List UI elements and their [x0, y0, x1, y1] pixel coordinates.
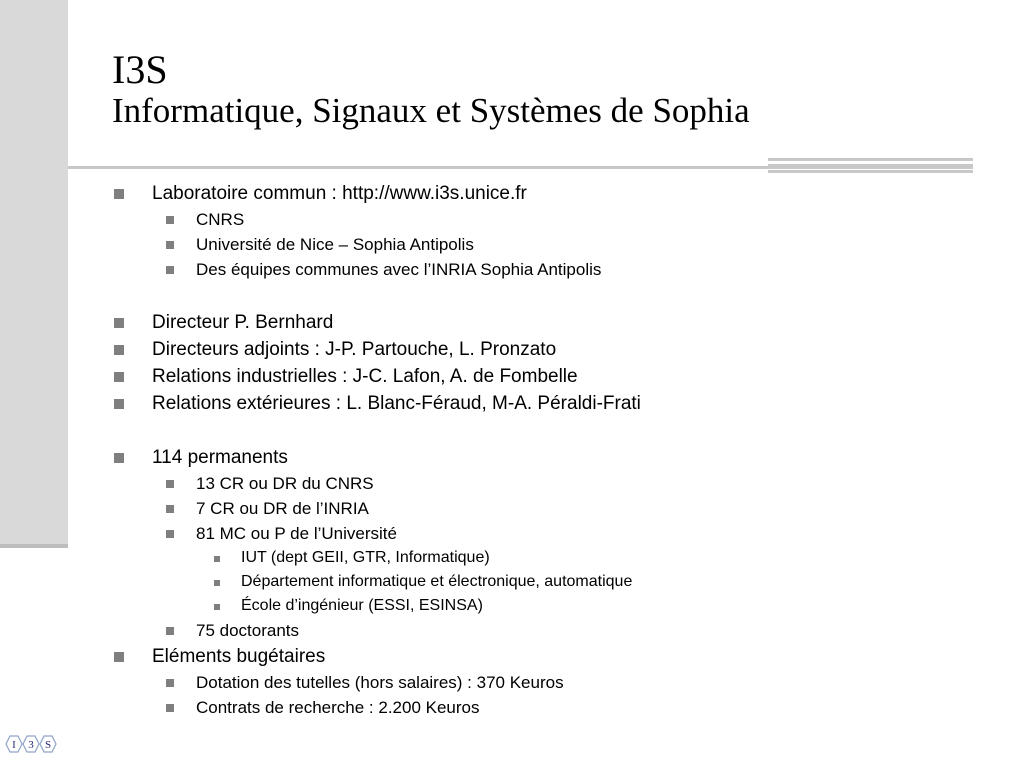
- sub-bullet-inria-researchers: 7 CR ou DR de l’INRIA: [114, 496, 974, 521]
- bullet-deputy-directors: Directeurs adjoints : J-P. Partouche, L. Pronzato: [114, 336, 974, 363]
- sub-bullet-doctoral-students: 75 doctorants: [114, 618, 974, 643]
- sub-sub-bullet-engineering-school: École d’ingénieur (ESSI, ESINSA): [114, 594, 974, 618]
- list-spacer: [114, 417, 974, 444]
- list-spacer: [114, 282, 974, 309]
- bullet-director: Directeur P. Bernhard: [114, 309, 974, 336]
- slide-title: [112, 48, 750, 131]
- sub-bullet-university-staff: 81 MC ou P de l’Université: [114, 521, 974, 546]
- bullet-budget: Eléments bugétaires: [114, 643, 974, 670]
- bullet-list: [114, 180, 974, 720]
- logo-letter-3: 3: [28, 739, 34, 751]
- sub-sub-bullet-department: Département informatique et électronique, automatique: [114, 570, 974, 594]
- sub-bullet-cnrs: CNRS: [114, 207, 974, 232]
- left-decor-band-edge: [0, 544, 68, 548]
- bullet-industrial-relations: Relations industrielles : J-C. Lafon, A. de Fombelle: [114, 363, 974, 390]
- left-decor-band: [0, 0, 68, 548]
- logo-letter-i: I: [12, 739, 16, 751]
- bullet-lab: Laboratoire commun : http://www.i3s.unice.fr: [114, 180, 974, 207]
- bullet-permanents: 114 permanents: [114, 444, 974, 471]
- sub-bullet-university: Université de Nice – Sophia Antipolis: [114, 232, 974, 257]
- title-stripes: [768, 158, 973, 176]
- sub-sub-bullet-iut: IUT (dept GEII, GTR, Informatique): [114, 546, 974, 570]
- logo-letter-s: S: [44, 739, 52, 751]
- title-line-2: Informatique, Signaux et Systèmes de Sophia: [112, 91, 750, 130]
- sub-bullet-endowment: Dotation des tutelles (hors salaires) : 370 Keuros: [114, 670, 974, 695]
- title-line-1: I3S: [112, 47, 168, 92]
- bullet-external-relations: Relations extérieures : L. Blanc-Féraud, M-A. Péraldi-Frati: [114, 390, 974, 417]
- sub-bullet-research-contracts: Contrats de recherche : 2.200 Keuros: [114, 695, 974, 720]
- sub-bullet-inria-teams: Des équipes communes avec l’INRIA Sophia Antipolis: [114, 257, 974, 282]
- sub-bullet-cnrs-researchers: 13 CR ou DR du CNRS: [114, 471, 974, 496]
- i3s-logo-icon: [2, 733, 64, 755]
